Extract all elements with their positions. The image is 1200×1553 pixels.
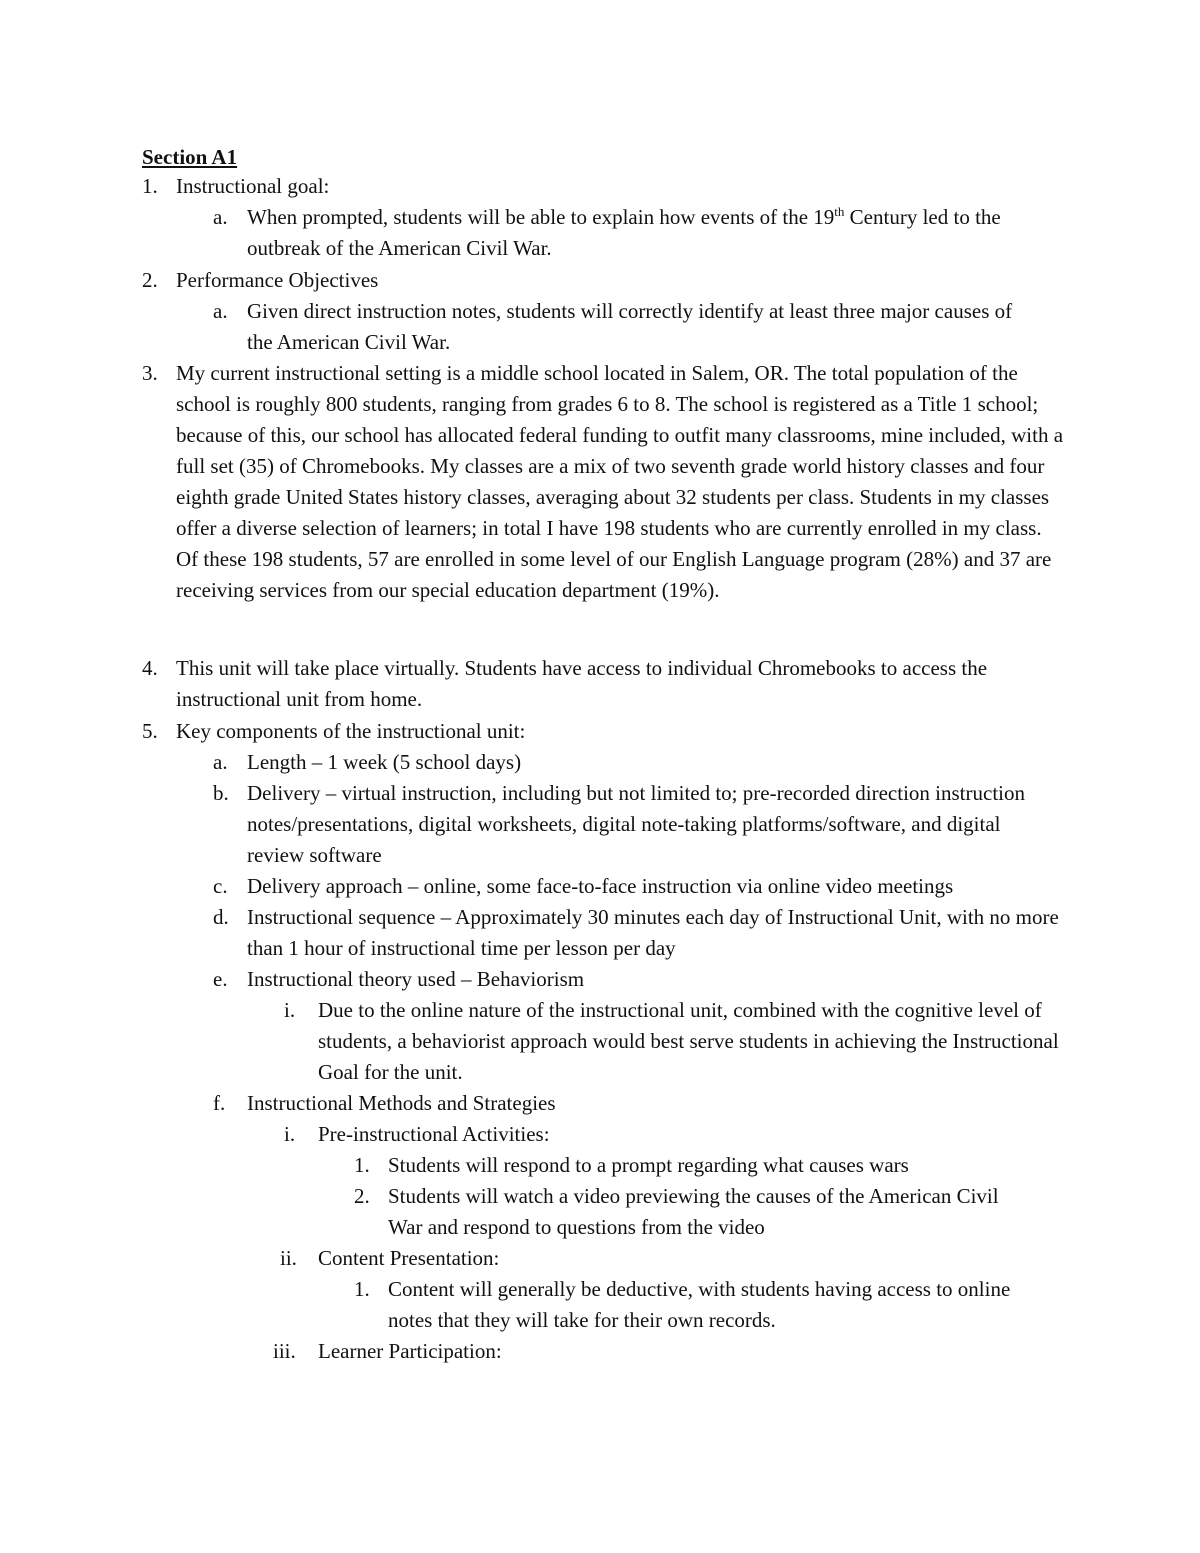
- list-item-text: Key components of the instructional unit:: [176, 719, 526, 743]
- list-item-text: Given direct instruction notes, students will correctly identify at least three major causes of the American Civil War.: [247, 299, 1013, 354]
- list-marker: 3.: [142, 361, 158, 385]
- list-marker: c.: [213, 874, 228, 898]
- list-marker: i.: [284, 1122, 296, 1146]
- list-item-5f-ii: [280, 1243, 1070, 1274]
- list-item-text: Pre-instructional Activities:: [318, 1122, 550, 1146]
- list-marker: a.: [213, 750, 228, 774]
- list-item-1a: [213, 202, 1073, 264]
- list-marker: a.: [213, 205, 228, 229]
- list-item-5e-i: [284, 995, 1074, 1088]
- list-marker: 1.: [354, 1277, 370, 1301]
- list-item-text: Delivery approach – online, some face-to-face instruction via online video meetings: [247, 874, 954, 898]
- superscript: th: [834, 204, 845, 219]
- list-item-5f-i: [284, 1119, 1074, 1150]
- list-item-5e: [213, 964, 1073, 995]
- list-marker: 1.: [142, 174, 158, 198]
- list-item-5c: [213, 871, 1073, 902]
- list-item-5f-i-1: [354, 1150, 1074, 1181]
- list-marker: 1.: [354, 1153, 370, 1177]
- list-item-text: Instructional goal:: [176, 174, 330, 198]
- list-marker: e.: [213, 967, 228, 991]
- list-marker: ii.: [280, 1246, 297, 1270]
- list-item-5f: [213, 1088, 1073, 1119]
- list-item-5f-i-2: [354, 1181, 1074, 1243]
- list-marker: a.: [213, 299, 228, 323]
- list-item-5f-ii-1: [354, 1274, 1074, 1336]
- list-item-text: Performance Objectives: [176, 268, 379, 292]
- list-marker: 2.: [142, 268, 158, 292]
- list-item-text: Instructional sequence – Approximately 30 minutes each day of Instructional Unit, with no more than 1 hour of instructional time per lesson per day: [247, 905, 1059, 960]
- list-item-3: [142, 358, 1072, 606]
- list-item-text: Due to the online nature of the instructional unit, combined with the cognitive level of students, a behaviorist approach would best serve students in achieving the Instructional Goal for the unit.: [318, 998, 1059, 1084]
- list-item-text: This unit will take place virtually. Students have access to individual Chromebooks to access the instructional unit from home.: [176, 656, 988, 711]
- list-item-5d: [213, 902, 1073, 964]
- list-item-text: Instructional theory used – Behaviorism: [247, 967, 585, 991]
- list-marker: 5.: [142, 719, 158, 743]
- list-marker: i.: [284, 998, 296, 1022]
- list-marker: b.: [213, 781, 229, 805]
- list-item-text: When prompted, students will be able to explain how events of the 19th Century led to the outbreak of the American Civil War.: [247, 204, 1001, 260]
- list-item-text: Instructional Methods and Strategies: [247, 1091, 556, 1115]
- list-marker: iii.: [273, 1339, 296, 1363]
- section-heading: Section A1: [142, 145, 238, 169]
- list-item-text: Delivery – virtual instruction, including but not limited to; pre-recorded direction instruction notes/presentations, digital worksheets, digital note-taking platforms/software, and digital review software: [247, 781, 1025, 867]
- list-marker: f.: [213, 1091, 226, 1115]
- list-item-text: Students will watch a video previewing the causes of the American Civil War and respond to questions from the video: [388, 1184, 999, 1239]
- list-item-text: Content will generally be deductive, with students having access to online notes that they will take for their own records.: [388, 1277, 1011, 1332]
- list-item-5a: [213, 747, 1073, 778]
- list-item-text: My current instructional setting is a middle school located in Salem, OR. The total population of the school is roughly 800 students, ranging from grades 6 to 8. The school is registered as a Title 1 school; because of this, our school has allocated federal funding to outfit many classrooms, mine included, with a full set (35) of Chromebooks. My classes are a mix of two seventh grade world history classes and four eighth grade United States history classes, averaging about 32 students per class. Students in my classes offer a diverse selection of learners; in total I have 198 students who are currently enrolled in my class. Of these 198 students, 57 are enrolled in some level of our English Language program (28%) and 37 are receiving services from our special education department (19%).: [176, 361, 1064, 602]
- list-item-text: Students will respond to a prompt regarding what causes wars: [388, 1153, 909, 1177]
- list-marker: 4.: [142, 656, 158, 680]
- list-item-text: Length – 1 week (5 school days): [247, 750, 522, 774]
- list-item-2: [142, 265, 1062, 296]
- list-item-5b: [213, 778, 1073, 871]
- list-marker: d.: [213, 905, 229, 929]
- list-item-5: [142, 716, 1062, 747]
- list-item-1: [142, 171, 1062, 202]
- list-item-2a: [213, 296, 1073, 358]
- list-marker: 2.: [354, 1184, 370, 1208]
- list-item-text: Content Presentation:: [318, 1246, 500, 1270]
- list-item-5f-iii: [273, 1336, 1063, 1367]
- list-item-text: Learner Participation:: [318, 1339, 502, 1363]
- list-item-4: [142, 653, 1072, 715]
